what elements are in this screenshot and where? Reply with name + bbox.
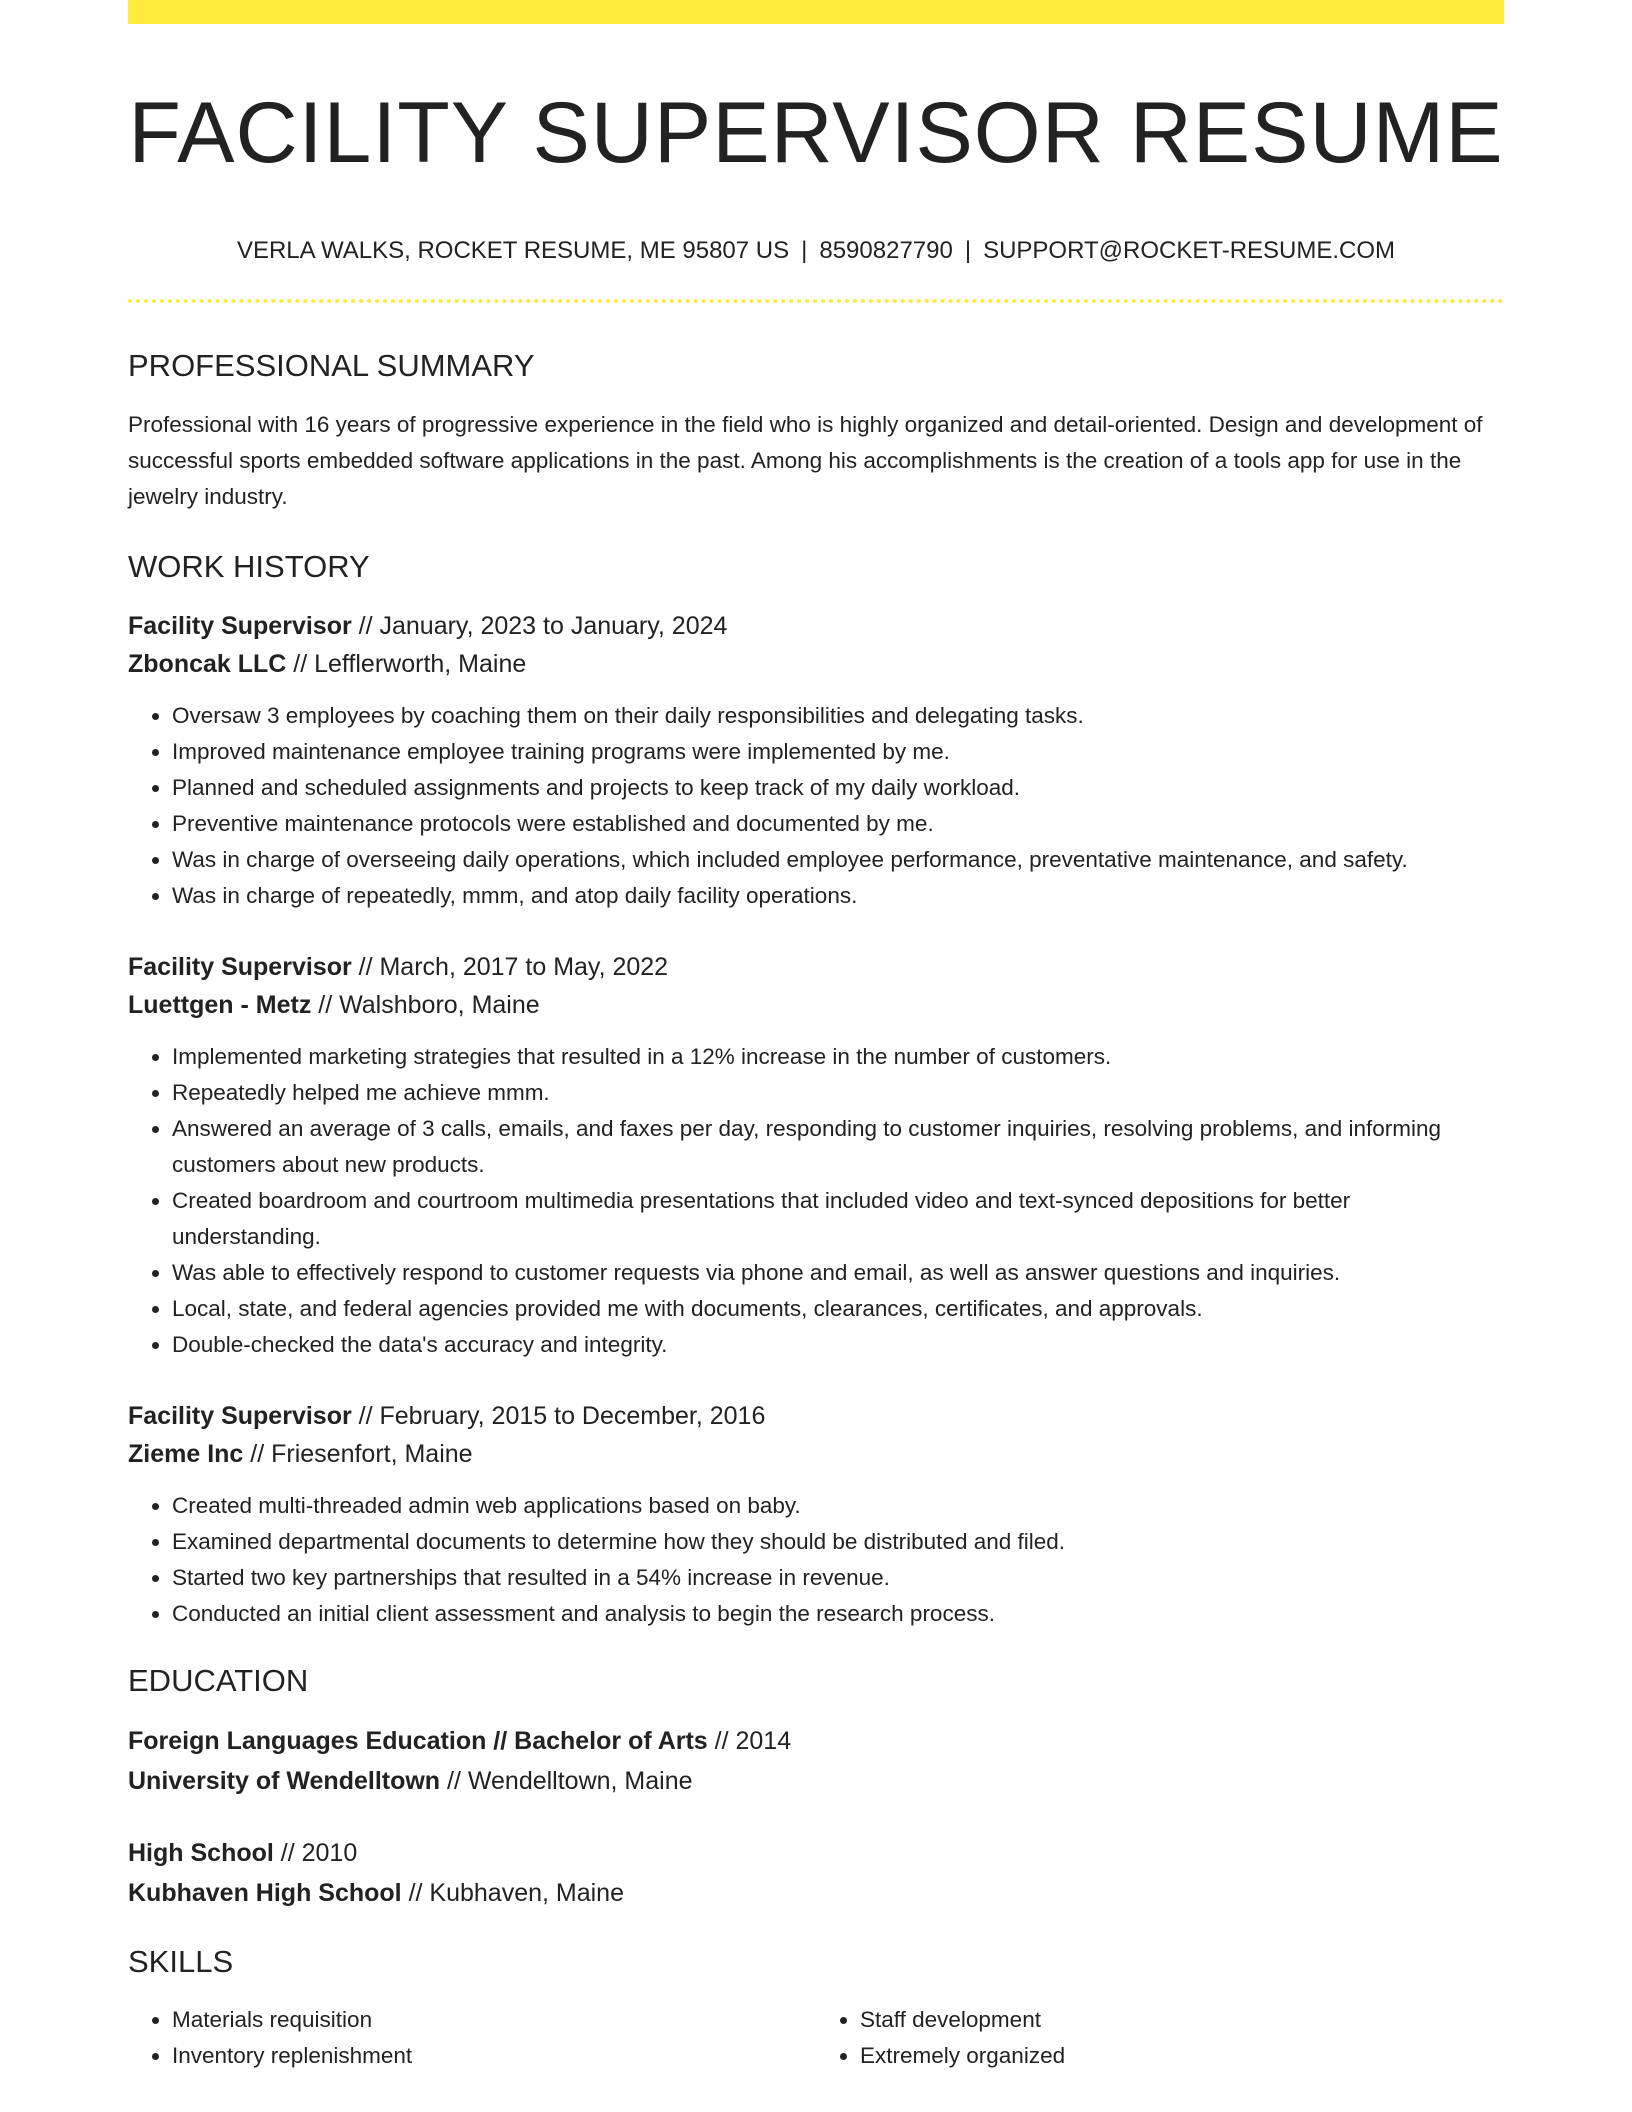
job-entry	[128, 1397, 1504, 1632]
education-location: // Kubhaven, Maine	[401, 1878, 624, 1907]
summary-text: Professional with 16 years of progressive experience in the field who is highly organized and detail-oriented. Design and development of successful sports embedded software applications in the past. Among his accomplishments is the creation of a tools app for use in the jewelry industry.	[128, 411, 1483, 509]
contact-line	[128, 237, 1504, 266]
contact-separator: |	[964, 236, 972, 264]
education-degree: High School	[128, 1838, 274, 1867]
job-bullet: • Started two key partnerships that resulted in a 54% increase in revenue.	[172, 1560, 1504, 1596]
job-role-line	[128, 948, 1504, 986]
job-bullet: • Answered an average of 3 calls, emails, and faxes per day, responding to customer inquiries, resolving problems, and informing customers about new products.	[172, 1111, 1504, 1183]
job-bullet: • Conducted an initial client assessment and analysis to begin the research process.	[172, 1596, 1504, 1632]
job-bullet: • Created boardroom and courtroom multimedia presentations that included video and text-synced depositions for better understanding.	[172, 1183, 1504, 1255]
job-entry	[128, 607, 1504, 914]
summary-heading: PROFESSIONAL SUMMARY	[128, 348, 535, 384]
contact-email: SUPPORT@ROCKET-RESUME.COM	[983, 236, 1396, 264]
job-bullets	[128, 698, 1504, 914]
job-bullet: • Was in charge of repeatedly, mmm, and atop daily facility operations.	[172, 878, 1504, 914]
job-location: // Friesenfort, Maine	[243, 1439, 473, 1468]
education-school: University of Wendelltown	[128, 1766, 441, 1795]
job-location: // Lefflerworth, Maine	[286, 649, 527, 678]
job-entry	[128, 948, 1504, 1363]
education-location: // Wendelltown, Maine	[440, 1766, 693, 1795]
job-bullet: • Was able to effectively respond to customer requests via phone and email, as well as answer questions and inquiries.	[172, 1255, 1504, 1291]
job-bullet: • Examined departmental documents to determine how they should be distributed and filed.	[172, 1524, 1504, 1560]
skill-item: • Inventory replenishment	[172, 2038, 816, 2074]
education-degree-line	[128, 1833, 1504, 1873]
job-company: Zieme Inc	[128, 1439, 244, 1468]
job-bullet: • Planned and scheduled assignments and projects to keep track of my daily workload.	[172, 770, 1504, 806]
contact-separator: |	[801, 236, 808, 264]
job-bullet: • Was in charge of overseeing daily operations, which included employee performance, preventative maintenance, and safety.	[172, 842, 1504, 878]
education-degree: Foreign Languages Education // Bachelor of Arts	[128, 1726, 708, 1755]
job-company: Luettgen - Metz	[128, 990, 312, 1019]
job-role: Facility Supervisor	[128, 952, 352, 981]
skill-item: • Staff development	[860, 2002, 1504, 2038]
job-dates: // January, 2023 to January, 2024	[351, 611, 728, 640]
job-bullet: • Improved maintenance employee training programs were implemented by me.	[172, 734, 1504, 770]
education-school: Kubhaven High School	[128, 1878, 402, 1907]
resume-page	[128, 0, 1504, 2074]
dotted-divider	[128, 299, 1504, 303]
work-history-heading: WORK HISTORY	[128, 548, 370, 584]
job-location: // Walshboro, Maine	[311, 990, 540, 1019]
job-bullet: • Created multi-threaded admin web applications based on baby.	[172, 1488, 1504, 1524]
education-degree-line	[128, 1721, 1504, 1761]
job-bullets	[128, 1488, 1504, 1632]
skills-column-left	[128, 2002, 816, 2074]
education-year: // 2010	[273, 1838, 358, 1867]
resume-title: FACILITY SUPERVISOR RESUME	[128, 85, 1504, 181]
skill-item: • Extremely organized	[860, 2038, 1504, 2074]
job-company-line	[128, 645, 1504, 683]
job-role-line	[128, 1397, 1504, 1435]
skill-item: • Materials requisition	[172, 2002, 816, 2038]
accent-top-bar	[128, 0, 1504, 24]
skills-heading: SKILLS	[128, 1943, 234, 1979]
job-bullets	[128, 1039, 1504, 1363]
job-bullet: • Implemented marketing strategies that resulted in a 12% increase in the number of customers.	[172, 1039, 1504, 1075]
education-entry	[128, 1833, 1504, 1913]
education-entry	[128, 1721, 1504, 1801]
job-role: Facility Supervisor	[128, 611, 352, 640]
job-bullet: • Double-checked the data's accuracy and integrity.	[172, 1327, 1504, 1363]
job-dates: // February, 2015 to December, 2016	[351, 1401, 766, 1430]
education-heading: EDUCATION	[128, 1662, 309, 1698]
education-school-line	[128, 1761, 1504, 1801]
job-company: Zboncak LLC	[128, 649, 287, 678]
job-bullet: • Local, state, and federal agencies provided me with documents, clearances, certificates, and approvals.	[172, 1291, 1504, 1327]
job-company-line	[128, 1435, 1504, 1473]
skills-column-right	[816, 2002, 1504, 2074]
skills-list	[128, 2002, 1504, 2074]
contact-phone: 8590827790	[819, 236, 953, 264]
contact-address: VERLA WALKS, ROCKET RESUME, ME 95807 US	[236, 236, 790, 264]
education-school-line	[128, 1873, 1504, 1913]
job-bullet: • Repeatedly helped me achieve mmm.	[172, 1075, 1504, 1111]
job-company-line	[128, 986, 1504, 1024]
job-bullet: • Preventive maintenance protocols were established and documented by me.	[172, 806, 1504, 842]
job-role: Facility Supervisor	[128, 1401, 352, 1430]
job-dates: // March, 2017 to May, 2022	[351, 952, 669, 981]
job-bullet: • Oversaw 3 employees by coaching them on their daily responsibilities and delegating tasks.	[172, 698, 1504, 734]
education-year: // 2014	[707, 1726, 792, 1755]
job-role-line	[128, 607, 1504, 645]
